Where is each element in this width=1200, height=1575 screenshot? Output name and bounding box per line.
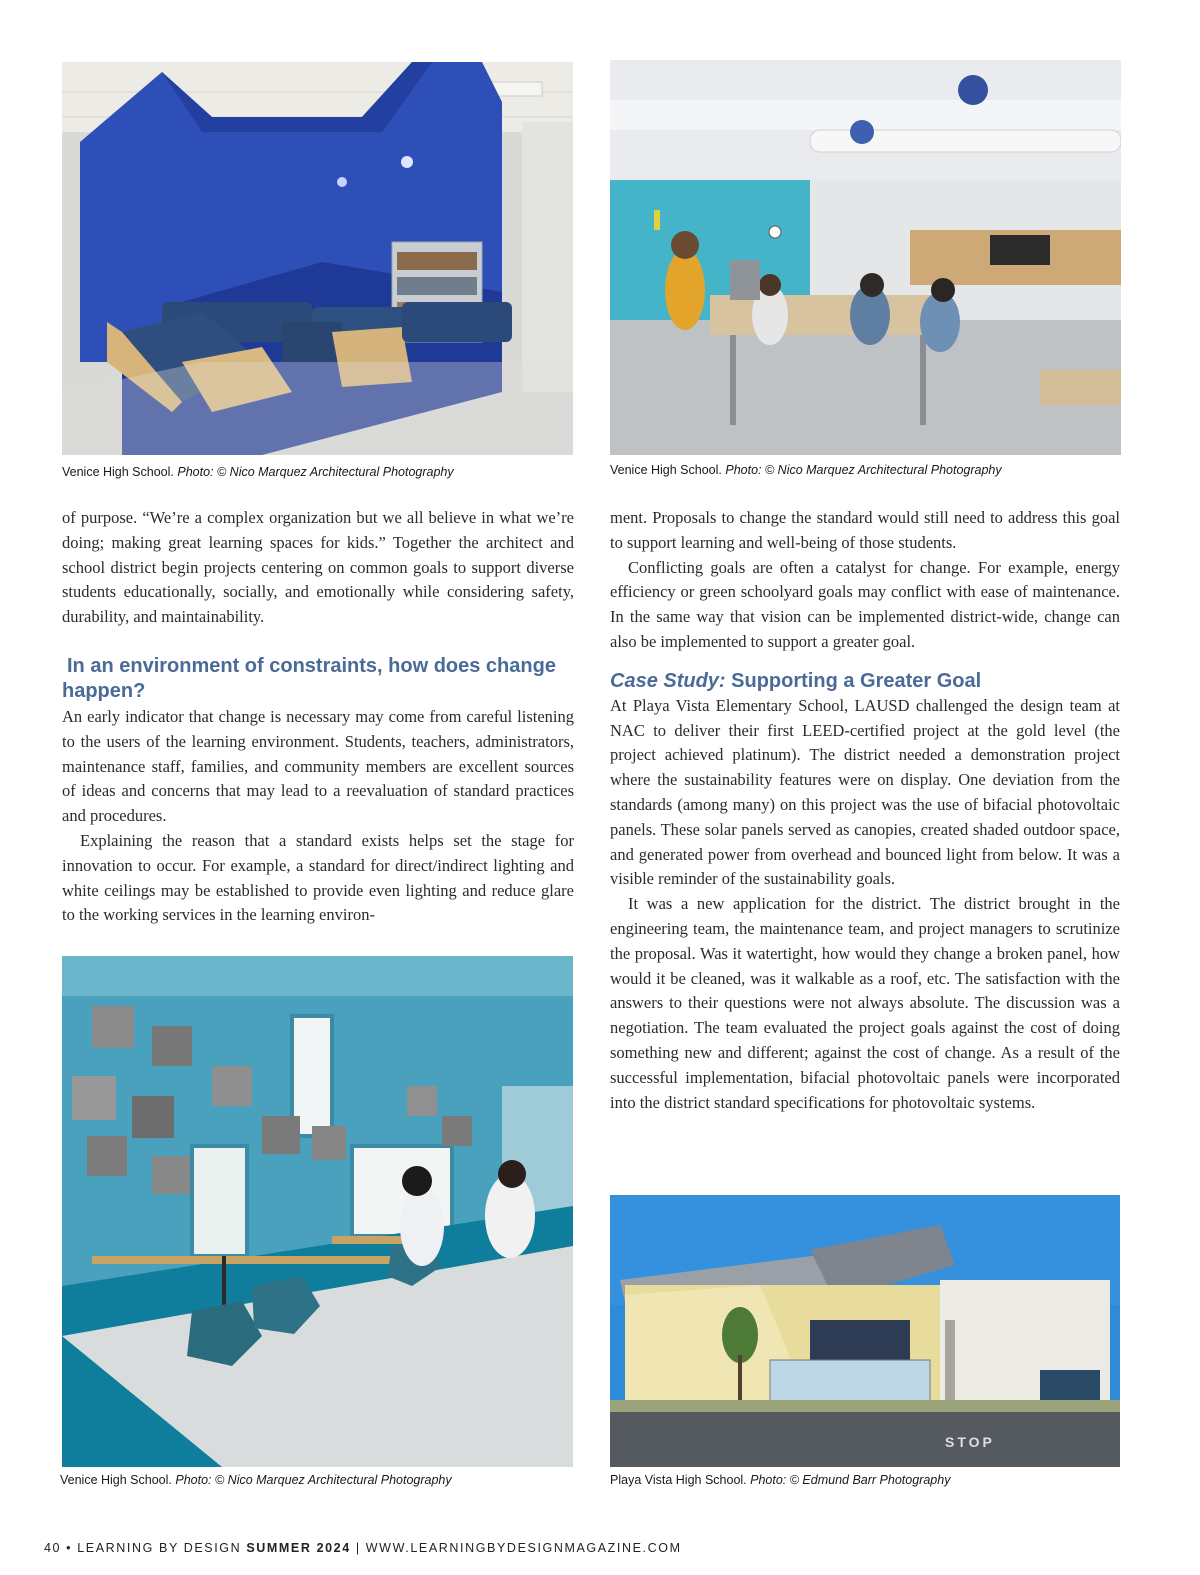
photo-art-room — [62, 956, 573, 1467]
caption-school: Venice High School. — [60, 1473, 172, 1487]
caption-school: Venice High School. — [610, 463, 722, 477]
photo-caption — [610, 463, 1002, 477]
footer-separator: | — [350, 1541, 366, 1555]
issue-label: SUMMER 2024 — [246, 1541, 351, 1555]
page-footer — [44, 1541, 682, 1555]
left-column-section — [62, 654, 574, 928]
photo-maker-lab — [610, 60, 1121, 455]
stop-road-marking: STOP — [945, 1434, 995, 1450]
heading-rest: Supporting a Greater Goal — [725, 669, 982, 692]
caption-credit: Photo: © Edmund Barr Photography — [750, 1473, 951, 1487]
footer-bullet: • — [61, 1541, 78, 1555]
body-paragraph: of purpose. “We’re a complex organization but we all believe in what we’re doing; making great learning spaces for kids.” Together the architect and school district begin projects centering on common goals to support diverse students educationally, socially, and emotionally while considering safety, durability, and maintainability. — [62, 508, 574, 627]
caption-school: Playa Vista High School. — [610, 1473, 747, 1487]
left-column — [62, 506, 574, 630]
body-paragraph: It was a new application for the district. The district brought in the engineering team, the maintenance team, and project managers to scrutinize the proposal. Was it watertight, how would they change a broken panel, how would it be cleaned, was it walkable as a roof, etc. The satisfaction with the answers to their questions were not always absolute. The discussion was a negotiation. The team evaluated the project goals against the cost of doing something new and different; against the cost of change. As a result of the successful implementation, bifacial photovoltaic panels were incorporated into the district standard specifications for photovoltaic systems. — [610, 894, 1120, 1112]
website-url: WWW.LEARNINGBYDESIGNMAGAZINE.COM — [365, 1541, 682, 1555]
body-paragraph: At Playa Vista Elementary School, LAUSD challenged the design team at NAC to deliver their first LEED-certified project at the gold level (the project achieved platinum). The district needed a demonstration project where the sustainability features were on display. One deviation from the standards (among many) on this project was the use of bifacial photovoltaic panels. These solar panels served as canopies, created shaded outdoor space, and generated power from overhead and bounced light from below. It was a visible reminder of the sustainability goals. — [610, 695, 1120, 889]
photo-blue-lounge — [62, 62, 573, 455]
section-heading: In an environment of constraints, how does change happen? — [62, 655, 556, 702]
caption-school: Venice High School. — [62, 465, 174, 479]
photo-caption — [62, 465, 454, 479]
heading-emphasis: Case Study: — [610, 669, 726, 692]
caption-credit: Photo: © Nico Marquez Architectural Photography — [725, 463, 1002, 477]
body-paragraph: An early indicator that change is necessary may come from careful listening to the users of the learning environment. Students, teachers, administrators, maintenance staff, families, and community members are excellent sources of ideas and concerns that may lead to a reevaluation of standard practices and procedures. — [62, 707, 574, 826]
caption-credit: Photo: © Nico Marquez Architectural Photography — [177, 465, 454, 479]
section-heading — [610, 669, 1120, 694]
magazine-name: LEARNING BY DESIGN — [77, 1541, 247, 1555]
body-paragraph: Explaining the reason that a standard exists helps set the stage for innovation to occur. For example, a standard for direct/indirect lighting and white ceilings may be established to provide even lighting and reduce glare to the working services in the learning environ- — [62, 830, 574, 925]
body-paragraph: Conflicting goals are often a catalyst for change. For example, energy efficiency or green schoolyard goals may conflict with ease of maintenance. In the same way that vision can be implemented district-wide, change can also be implemented to support a greater goal. — [610, 557, 1120, 651]
right-column — [610, 506, 1120, 1115]
photo-caption — [60, 1473, 452, 1487]
photo-caption — [610, 1473, 950, 1487]
page-number: 40 — [44, 1541, 62, 1555]
body-paragraph: ment. Proposals to change the standard would still need to address this goal to support learning and well-being of those students. — [610, 508, 1120, 552]
caption-credit: Photo: © Nico Marquez Architectural Photography — [175, 1473, 452, 1487]
photo-playa-vista — [610, 1195, 1120, 1467]
